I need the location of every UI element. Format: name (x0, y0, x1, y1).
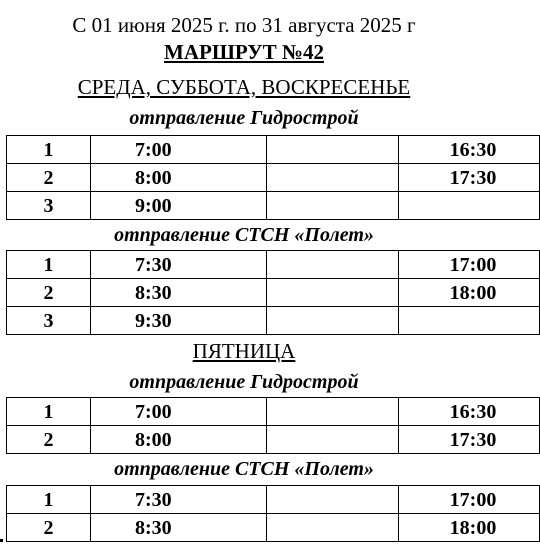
evening-time: 17:30 (399, 164, 540, 192)
schedule-table (6, 250, 540, 335)
trip-number: 1 (7, 136, 91, 164)
departure-heading: отправление СТСН «Полет» (114, 458, 374, 480)
empty-cell (267, 136, 399, 164)
schedule-table (6, 397, 540, 454)
evening-time (399, 307, 540, 335)
evening-time: 18:00 (399, 514, 540, 542)
empty-cell (267, 307, 399, 335)
morning-time: 8:30 (91, 279, 267, 307)
trip-number: 2 (7, 426, 91, 454)
morning-time: 7:30 (91, 486, 267, 514)
days-heading-friday: ПЯТНИЦА (192, 339, 296, 363)
empty-cell (267, 164, 399, 192)
empty-cell (267, 486, 399, 514)
trip-number: 3 (7, 192, 91, 220)
evening-time: 17:00 (399, 486, 540, 514)
scan-artifact-dot (0, 539, 3, 542)
table-row (7, 486, 540, 514)
trip-number: 1 (7, 398, 91, 426)
schedule-table (6, 135, 540, 220)
evening-time: 16:30 (399, 398, 540, 426)
morning-time: 9:30 (91, 307, 267, 335)
morning-time: 9:00 (91, 192, 267, 220)
morning-time: 7:30 (91, 251, 267, 279)
evening-time: 17:00 (399, 251, 540, 279)
table-row (7, 514, 540, 542)
morning-time: 8:00 (91, 426, 267, 454)
table-row (7, 251, 540, 279)
empty-cell (267, 398, 399, 426)
table-row (7, 164, 540, 192)
trip-number: 1 (7, 486, 91, 514)
trip-number: 2 (7, 164, 91, 192)
departure-heading: отправление Гидрострой (129, 371, 359, 393)
empty-cell (267, 251, 399, 279)
table-row (7, 398, 540, 426)
departure-heading: отправление СТСН «Полет» (114, 224, 374, 246)
table-row (7, 426, 540, 454)
days-heading-weekend: СРЕДА, СУББОТА, ВОСКРЕСЕНЬЕ (77, 75, 411, 99)
evening-time: 17:30 (399, 426, 540, 454)
empty-cell (267, 279, 399, 307)
trip-number: 3 (7, 307, 91, 335)
morning-time: 7:00 (91, 398, 267, 426)
trip-number: 1 (7, 251, 91, 279)
empty-cell (267, 514, 399, 542)
departure-heading: отправление Гидрострой (129, 107, 359, 129)
schedule-period: С 01 июня 2025 г. по 31 августа 2025 г (72, 13, 416, 37)
table-row (7, 136, 540, 164)
morning-time: 7:00 (91, 136, 267, 164)
morning-time: 8:30 (91, 514, 267, 542)
schedule-table (6, 485, 540, 542)
table-row (7, 192, 540, 220)
empty-cell (267, 192, 399, 220)
table-row (7, 279, 540, 307)
route-title: МАРШРУТ №42 (164, 40, 324, 64)
trip-number: 2 (7, 514, 91, 542)
evening-time (399, 192, 540, 220)
morning-time: 8:00 (91, 164, 267, 192)
evening-time: 16:30 (399, 136, 540, 164)
table-row (7, 307, 540, 335)
empty-cell (267, 426, 399, 454)
trip-number: 2 (7, 279, 91, 307)
evening-time: 18:00 (399, 279, 540, 307)
